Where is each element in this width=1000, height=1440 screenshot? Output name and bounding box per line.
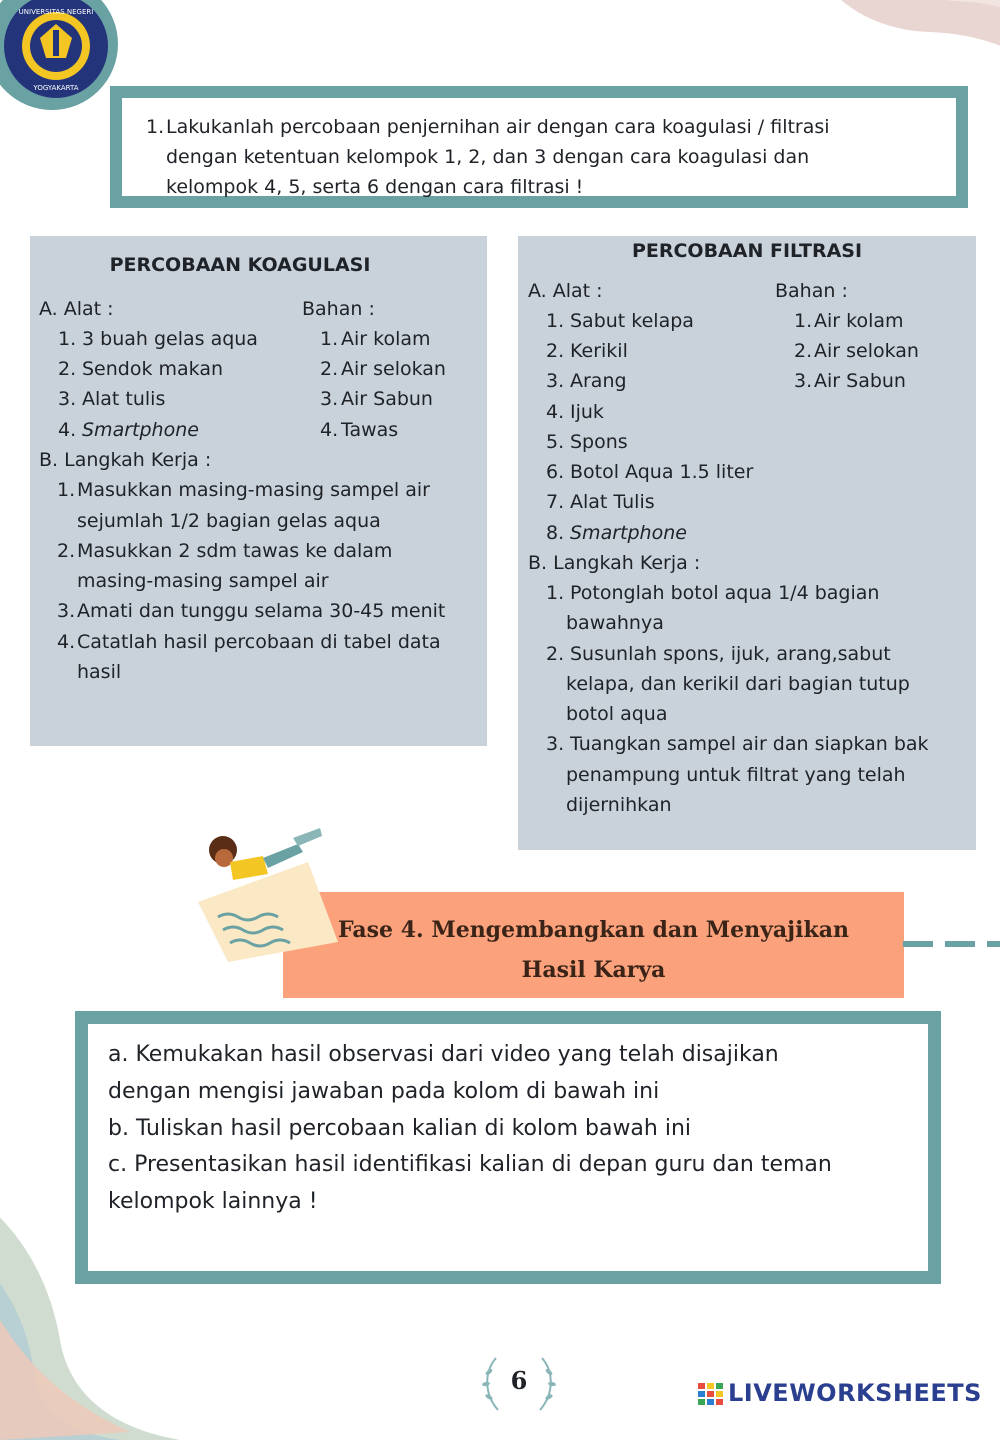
filtrasi-alat-item-3: Arang bbox=[570, 370, 627, 392]
filtrasi-alat-num-1: 1. bbox=[546, 310, 565, 332]
koagulasi-bahan-item-4: Tawas bbox=[341, 419, 399, 441]
svg-text:UNIVERSITAS NEGERI: UNIVERSITAS NEGERI bbox=[18, 8, 94, 16]
filtrasi-alat-num-5: 5. bbox=[546, 431, 565, 453]
koagulasi-title: PERCOBAAN KOAGULASI bbox=[109, 254, 371, 276]
filtrasi-alat-item-8: Smartphone bbox=[570, 522, 687, 544]
koagulasi-langkah-num-2: 2. bbox=[57, 540, 76, 562]
instruction-line-1: Lakukanlah percobaan penjernihan air dengan cara koagulasi / filtrasi bbox=[166, 116, 830, 138]
koagulasi-langkah-4-line-1: Catatlah hasil percobaan di tabel data bbox=[77, 631, 441, 653]
filtrasi-alat-num-3: 3. bbox=[546, 370, 565, 392]
dashed-connector bbox=[903, 941, 1000, 947]
filtrasi-langkah-num-1: 1. bbox=[546, 582, 565, 604]
fase-title-line-1: Fase 4. Mengembangkan dan Menyajikan bbox=[338, 917, 849, 943]
task-box bbox=[75, 1011, 941, 1284]
koagulasi-langkah-num-3: 3. bbox=[57, 600, 76, 622]
task-line-1: a. Kemukakan hasil observasi dari video yang telah disajikan bbox=[108, 1042, 779, 1067]
koagulasi-alat-num-1: 1. bbox=[58, 328, 77, 350]
instruction-line-2: dengan ketentuan kelompok 1, 2, dan 3 dengan cara koagulasi dan bbox=[166, 146, 810, 168]
filtrasi-title: PERCOBAAN FILTRASI bbox=[631, 240, 863, 262]
svg-text:YOGYAKARTA: YOGYAKARTA bbox=[33, 84, 79, 92]
instruction-item bbox=[146, 112, 926, 202]
koagulasi-alat-item-1: 3 buah gelas aqua bbox=[82, 328, 258, 350]
koagulasi-bahan-item-2: Air selokan bbox=[341, 358, 446, 380]
koagulasi-alat-num-4: 4. bbox=[58, 419, 77, 441]
koagulasi-langkah-num-4: 4. bbox=[57, 631, 76, 653]
task-line-3: b. Tuliskan hasil percobaan kalian di kolom bawah ini bbox=[108, 1116, 692, 1141]
filtrasi-langkah-2-line-3: botol aqua bbox=[566, 703, 668, 725]
task-line-2: dengan mengisi jawaban pada kolom di bawah ini bbox=[108, 1079, 660, 1104]
filtrasi-alat-item-4: Ijuk bbox=[570, 401, 604, 423]
filtrasi-alat-item-2: Kerikil bbox=[570, 340, 628, 362]
filtrasi-bahan-item-1: Air kolam bbox=[814, 310, 904, 332]
filtrasi-bahan-item-2: Air selokan bbox=[814, 340, 919, 362]
koagulasi-bahan-num-1: 1. bbox=[320, 328, 339, 350]
koagulasi-bahan-item-1: Air kolam bbox=[341, 328, 431, 350]
filtrasi-bahan-item-3: Air Sabun bbox=[814, 370, 906, 392]
filtrasi-bahan-heading: Bahan : bbox=[775, 280, 848, 302]
filtrasi-panel bbox=[518, 236, 976, 850]
instruction-box bbox=[110, 86, 968, 208]
filtrasi-langkah-num-2: 2. bbox=[546, 643, 565, 665]
filtrasi-bahan-num-1: 1. bbox=[794, 310, 813, 332]
university-seal-icon bbox=[0, 0, 118, 110]
fase-banner bbox=[283, 892, 904, 998]
koagulasi-panel bbox=[30, 236, 487, 746]
koagulasi-bahan-num-2: 2. bbox=[320, 358, 339, 380]
filtrasi-langkah-1-line-2: bawahnya bbox=[566, 612, 664, 634]
filtrasi-langkah-num-3: 3. bbox=[546, 733, 565, 755]
page-number: 6 bbox=[510, 1366, 528, 1395]
filtrasi-alat-num-4: 4. bbox=[546, 401, 565, 423]
koagulasi-alat-item-4: Smartphone bbox=[82, 419, 199, 441]
decorative-blob-top-right bbox=[800, 0, 1000, 70]
koagulasi-bahan-heading: Bahan : bbox=[302, 298, 375, 320]
filtrasi-alat-num-7: 7. bbox=[546, 491, 565, 513]
filtrasi-alat-num-6: 6. bbox=[546, 461, 565, 483]
koagulasi-langkah-2-line-2: masing-masing sampel air bbox=[77, 570, 329, 592]
filtrasi-langkah-3-line-3: dijernihkan bbox=[566, 794, 672, 816]
koagulasi-langkah-1-line-1: Masukkan masing-masing sampel air bbox=[77, 479, 430, 501]
filtrasi-bahan-num-2: 2. bbox=[794, 340, 813, 362]
filtrasi-alat-item-6: Botol Aqua 1.5 liter bbox=[570, 461, 754, 483]
instruction-line-3: kelompok 4, 5, serta 6 dengan cara filtrasi ! bbox=[166, 176, 584, 198]
task-line-4: c. Presentasikan hasil identifikasi kalian di depan guru dan teman bbox=[108, 1152, 832, 1177]
filtrasi-alat-item-1: Sabut kelapa bbox=[570, 310, 694, 332]
fase-title-line-2: Hasil Karya bbox=[521, 957, 666, 983]
koagulasi-langkah-4-line-2: hasil bbox=[77, 661, 122, 683]
filtrasi-alat-heading: A. Alat : bbox=[528, 280, 603, 302]
fase-title bbox=[283, 910, 904, 990]
koagulasi-alat-item-3: Alat tulis bbox=[82, 388, 166, 410]
filtrasi-langkah-heading: B. Langkah Kerja : bbox=[528, 552, 701, 574]
watermark-text: LIVEWORKSHEETS bbox=[728, 1379, 982, 1407]
filtrasi-alat-num-8: 8. bbox=[546, 522, 565, 544]
koagulasi-bahan-item-3: Air Sabun bbox=[341, 388, 433, 410]
instruction-number: 1. bbox=[146, 116, 165, 138]
filtrasi-alat-item-5: Spons bbox=[570, 431, 628, 453]
liveworksheets-logo-icon bbox=[698, 1383, 724, 1405]
filtrasi-langkah-2-line-2: kelapa, dan kerikil dari bagian tutup bbox=[566, 673, 910, 695]
koagulasi-langkah-3-line-1: Amati dan tunggu selama 30-45 menit bbox=[77, 600, 446, 622]
koagulasi-alat-heading: A. Alat : bbox=[39, 298, 114, 320]
page-number-badge bbox=[476, 1352, 562, 1414]
filtrasi-langkah-2-line-1: Susunlah spons, ijuk, arang,sabut bbox=[570, 643, 891, 665]
koagulasi-langkah-num-1: 1. bbox=[57, 479, 76, 501]
koagulasi-langkah-2-line-1: Masukkan 2 sdm tawas ke dalam bbox=[77, 540, 393, 562]
koagulasi-bahan-num-4: 4. bbox=[320, 419, 339, 441]
filtrasi-langkah-3-line-2: penampung untuk filtrat yang telah bbox=[566, 764, 906, 786]
koagulasi-alat-item-2: Sendok makan bbox=[82, 358, 224, 380]
filtrasi-alat-num-2: 2. bbox=[546, 340, 565, 362]
koagulasi-alat-num-2: 2. bbox=[58, 358, 77, 380]
task-line-5: kelompok lainnya ! bbox=[108, 1189, 318, 1214]
student-writing-illustration-icon bbox=[188, 822, 338, 962]
filtrasi-langkah-1-line-1: Potonglah botol aqua 1/4 bagian bbox=[570, 582, 880, 604]
filtrasi-bahan-num-3: 3. bbox=[794, 370, 813, 392]
filtrasi-langkah-3-line-1: Tuangkan sampel air dan siapkan bak bbox=[570, 733, 929, 755]
koagulasi-langkah-1-line-2: sejumlah 1/2 bagian gelas aqua bbox=[77, 510, 381, 532]
koagulasi-langkah-heading: B. Langkah Kerja : bbox=[39, 449, 212, 471]
koagulasi-bahan-num-3: 3. bbox=[320, 388, 339, 410]
filtrasi-alat-item-7: Alat Tulis bbox=[570, 491, 655, 513]
koagulasi-alat-num-3: 3. bbox=[58, 388, 77, 410]
